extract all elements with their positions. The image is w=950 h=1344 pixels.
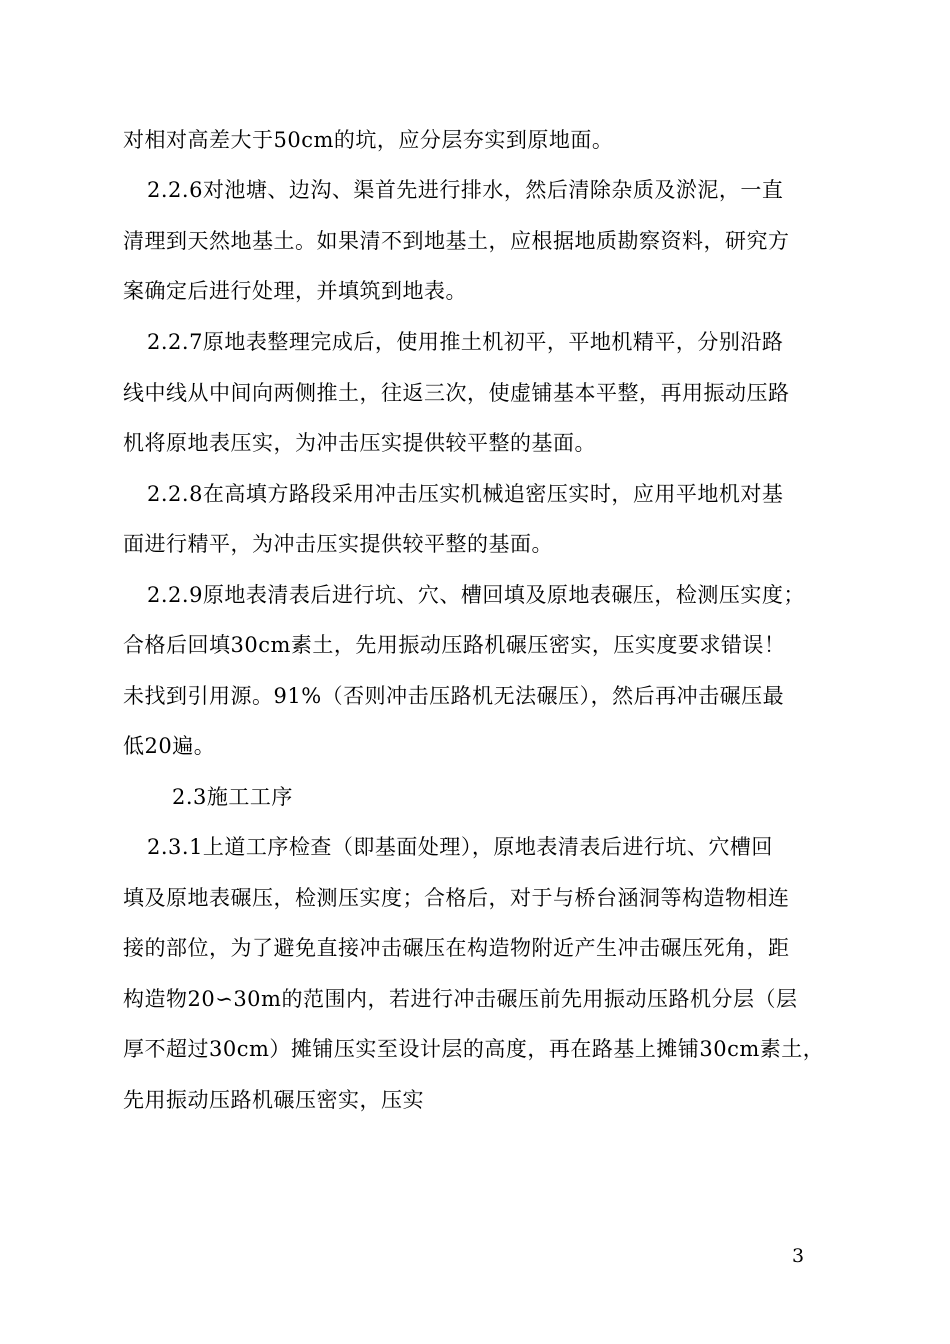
paragraph-line: 接的部位，为了避免直接冲击碾压在构造物附近产生冲击碾压死角，距 xyxy=(123,936,790,960)
paragraph-line: 构造物20∽30m的范围内，若进行冲击碾压前先用振动压路机分层（层 xyxy=(123,987,798,1011)
paragraph-line: 2.2.9原地表清表后进行坑、穴、槽回填及原地表碾压，检测压实度； xyxy=(147,583,805,607)
paragraph-line: 合格后回填30cm素土，先用振动压路机碾压密实，压实度要求错误！ xyxy=(123,633,786,657)
paragraph-line: 2.2.6对池塘、边沟、渠首先进行排水，然后清除杂质及淤泥，一直 xyxy=(147,178,784,202)
paragraph-line: 对相对高差大于50cm的坑，应分层夯实到原地面。 xyxy=(123,128,614,152)
paragraph-line: 低20遍。 xyxy=(123,734,216,758)
paragraph-line: 面进行精平，为冲击压实提供较平整的基面。 xyxy=(123,532,553,556)
paragraph-line: 厚不超过30cm）摊铺压实至设计层的高度，再在路基上摊铺30cm素土， xyxy=(123,1037,825,1061)
paragraph-line: 填及原地表碾压，检测压实度；合格后，对于与桥台涵洞等构造物相连 xyxy=(123,886,790,910)
paragraph-line: 先用振动压路机碾压密实，压实 xyxy=(123,1088,424,1112)
paragraph-line: 清理到天然地基土。如果清不到地基土，应根据地质勘察资料，研究方 xyxy=(123,229,790,253)
section-heading: 2.3施工工序 xyxy=(172,785,293,809)
paragraph-line: 2.2.8在高填方路段采用冲击压实机械追密压实时，应用平地机对基 xyxy=(147,482,784,506)
paragraph-line: 2.2.7原地表整理完成后，使用推土机初平，平地机精平，分别沿路 xyxy=(147,330,784,354)
paragraph-line: 线中线从中间向两侧推土，往返三次，使虚铺基本平整，再用振动压路 xyxy=(123,381,790,405)
paragraph-line: 2.3.1上道工序检查（即基面处理），原地表清表后进行坑、穴槽回 xyxy=(147,835,773,859)
paragraph-line: 案确定后进行处理，并填筑到地表。 xyxy=(123,279,467,303)
paragraph-line: 未找到引用源。91%（否则冲击压路机无法碾压），然后再冲击碾压最 xyxy=(123,684,785,708)
page-number: 3 xyxy=(792,1245,805,1267)
paragraph-line: 机将原地表压实，为冲击压实提供较平整的基面。 xyxy=(123,431,596,455)
